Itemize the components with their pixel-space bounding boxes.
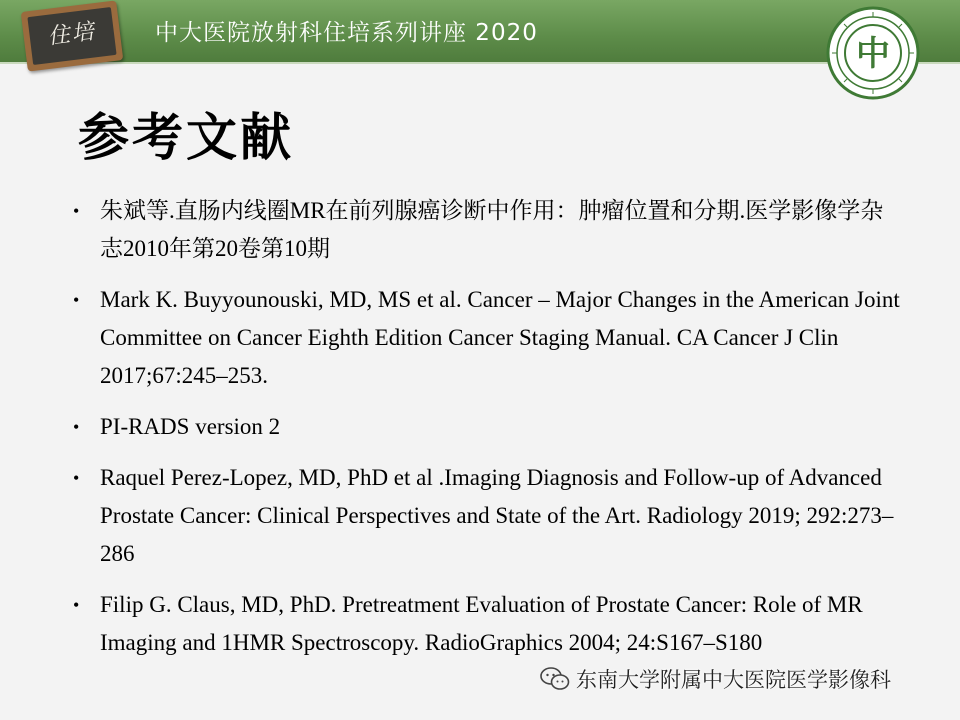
reference-item — [70, 192, 900, 268]
reference-text: 朱斌等.直肠内线圈MR在前列腺癌诊断中作用：肿瘤位置和分期.医学影像学杂志2010年第20卷第10期 — [100, 198, 884, 261]
watermark — [540, 663, 891, 695]
reference-item — [70, 281, 900, 395]
page-title: 参考文献 — [78, 109, 295, 168]
training-badge — [21, 0, 124, 71]
bullet: • — [73, 201, 80, 221]
reference-list — [70, 192, 900, 675]
hospital-logo-icon — [826, 6, 920, 100]
bullet: • — [73, 290, 80, 310]
reference-item — [70, 459, 900, 573]
reference-item — [70, 586, 900, 662]
badge-text: 住培 — [46, 19, 98, 50]
watermark-text: 东南大学附属中大医院医学影像科 — [576, 668, 891, 692]
reference-item — [70, 408, 900, 446]
bullet: • — [73, 417, 80, 437]
header-title: 中大医院放射科住培系列讲座 2020 — [155, 20, 538, 46]
header-bar — [0, 0, 960, 64]
bullet: • — [73, 468, 80, 488]
bullet: • — [73, 595, 80, 615]
reference-text: Mark K. Buyyounouski, MD, MS et al. Cancer – Major Changes in the American Joint Committee on Cancer Eighth Edition Cancer Staging Manual. CA Cancer J Clin 2017;67:245–253. — [100, 287, 900, 388]
reference-text: PI-RADS version 2 — [100, 414, 281, 439]
reference-text: Filip G. Claus, MD, PhD. Pretreatment Evaluation of Prostate Cancer: Role of MR Imaging and 1HMR Spectroscopy. RadioGraphics 2004; 24:S167–S180 — [100, 592, 863, 655]
wechat-icon — [540, 666, 570, 692]
reference-text: Raquel Perez-Lopez, MD, PhD et al .Imaging Diagnosis and Follow-up of Advanced Prostate Cancer: Clinical Perspectives and State of the Art. Radiology 2019; 292:273–286 — [100, 465, 894, 566]
logo-glyph: 中 — [856, 34, 890, 74]
